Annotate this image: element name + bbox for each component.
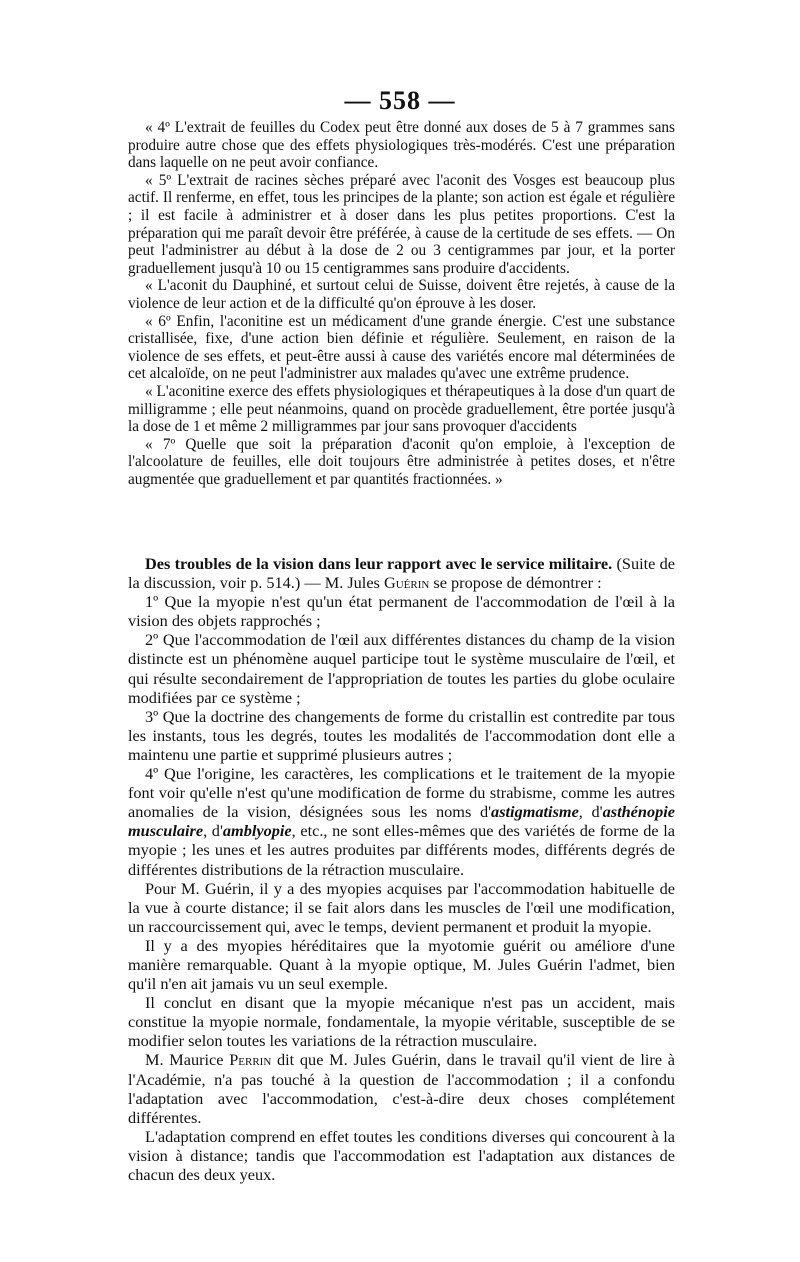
point-1: 1º Que la myopie n'est qu'un état permanent de l'accommodation de l'œil à la vision des objets rapprochés ; xyxy=(128,592,675,631)
page-number: — 558 — xyxy=(344,86,456,115)
point-2: 2º Que l'accommodation de l'œil aux différentes distances du champ de la vision distincte est un phénomène auquel participe tout le système musculaire de l'œil, et qui résulte secondairement de l'appropriation de toutes les parties du globe oculaire modifiées par ce système ; xyxy=(128,630,675,707)
point-4-text-c: , d' xyxy=(203,821,223,841)
term-astigmatisme: astigmatisme xyxy=(491,802,579,822)
paragraph-perrin xyxy=(128,1050,675,1126)
paragraph-acquired-myopia: Pour M. Guérin, il y a des myopies acquises par l'accommodation habituelle de la vue à courte distance; il se fait alors dans les muscles de l'œil une modification, un raccourcissement qui, avec le temps, devient permanent et produit la myopie. xyxy=(128,878,675,936)
quote-paragraph-dauphine: « L'aconit du Dauphiné, et surtout celui de Suisse, doivent être rejetés, à cause de la violence de leur action et de la difficulté qu'on éprouve à les doser. xyxy=(128,277,675,312)
paragraph-adaptation: L'adaptation comprend en effet toutes les conditions diverses qui concourent à la vision à distance; tandis que l'accommodation est l'adaptation aux distances de chacun des deux yeux. xyxy=(128,1126,675,1184)
point-4-text-d: , etc., ne sont elles-mêmes que des variétés de forme de la myopie ; les unes et les autres produites par différents modes, différents degrés de différentes distributions de la rétraction musculaire. xyxy=(128,821,675,879)
point-4-text-b: , d' xyxy=(578,802,603,822)
intro-tail: se propose de démontrer : xyxy=(429,573,602,593)
point-3: 3º Que la doctrine des changements de forme du cristallin est contredite par tous les instants, tous les degrés, toutes les modalités de l'accommodation dont elle a maintenu une partie et supprimé plusieurs autres ; xyxy=(128,706,675,764)
section-intro xyxy=(128,554,675,592)
intro-text: (Suite de la discussion, voir p. 514.) — M. Jules xyxy=(128,554,676,593)
section-heading: Des troubles de la vision dans leur rapport avec le service militaire. xyxy=(145,554,613,573)
author-name-perrin: Perrin xyxy=(229,1050,272,1070)
term-amblyopie: amblyopie xyxy=(222,821,292,841)
quote-paragraph-6: « 6º Enfin, l'aconitine est un médicament d'une grande énergie. C'est une substance cristallisée, fixe, d'une action bien définie et régulière. Seulement, en raison de la violence de ses effets, et peut-être aussi à cause des variétés encore mal déterminées de cet alcaloïde, on ne peut l'administrer aux malades qu'avec une extrême prudence. xyxy=(128,312,675,383)
paragraph-conclusion: Il conclut en disant que la myopie mécanique n'est pas un accident, mais constitue la myopie normale, fondamentale, la myopie véritable, susceptible de se modifier selon toutes les variations de la rétraction musculaire. xyxy=(128,993,675,1051)
aconite-conclusions xyxy=(128,119,675,488)
point-4 xyxy=(128,764,675,879)
perrin-text-a: M. Maurice xyxy=(145,1050,230,1070)
point-4-text-a: 4º Que l'origine, les caractères, les complications et le traitement de la myopie font voir qu'elle n'est qu'une modification de forme du strabisme, comme les autres anomalies de la vision, désignées sous les noms d' xyxy=(128,764,675,822)
quote-paragraph-7: « 7º Quelle que soit la préparation d'aconit qu'on emploie, à l'exception de l'alcoolature de feuilles, elle doit toujours être administrée à petites doses, et n'être augmentée que graduellement et par quantités fractionnées. » xyxy=(128,435,675,488)
quote-paragraph-aconitine: « L'aconitine exerce des effets physiologiques et thérapeutiques à la dose d'un quart de milligramme ; elle peut néanmoins, quand on procède graduellement, être portée jusqu'à la dose de 1 et même 2 milligrammes par jour sans provoquer d'accidents xyxy=(128,382,675,436)
author-name-guerin: Guérin xyxy=(383,573,430,593)
term-asthenopie: asthénopie musculaire xyxy=(128,802,675,841)
vision-section xyxy=(128,554,675,1184)
perrin-text-b: dit que M. Jules Guérin, dans le travail qu'il vient de lire à l'Académie, n'a pas touché à la question de l'accommodation ; il a confondu l'adaptation avec l'accommodation, c'est-à-dire deux choses complétement différentes. xyxy=(128,1050,675,1127)
paragraph-hereditary-myopia: Il y a des myopies héréditaires que la myotomie guérit ou améliore d'une manière remarquable. Quant à la myopie optique, M. Jules Guérin l'admet, bien qu'il n'en ait jamais vu un seul exemple. xyxy=(128,935,675,994)
quote-paragraph-5: « 5º L'extrait de racines sèches préparé avec l'aconit des Vosges est beaucoup plus actif. Il renferme, en effet, tous les principes de la plante; son action est égale et régulière ; il est facile à administrer et à doser dans les plus petites proportions. C'est la préparation qui me paraît devoir être préférée, à cause de la certitude de ses effets. — On peut l'administrer au début à la dose de 2 ou 3 centigrammes par jour, et la porter graduellement jusqu'à 10 ou 15 centigrammes sans produire d'accidents. xyxy=(128,171,675,277)
quote-paragraph-4: « 4º L'extrait de feuilles du Codex peut être donné aux doses de 5 à 7 grammes sans produire autre chose que des effets physiologiques très-modérés. C'est une préparation dans laquelle on ne peut avoir confiance. xyxy=(128,119,675,172)
